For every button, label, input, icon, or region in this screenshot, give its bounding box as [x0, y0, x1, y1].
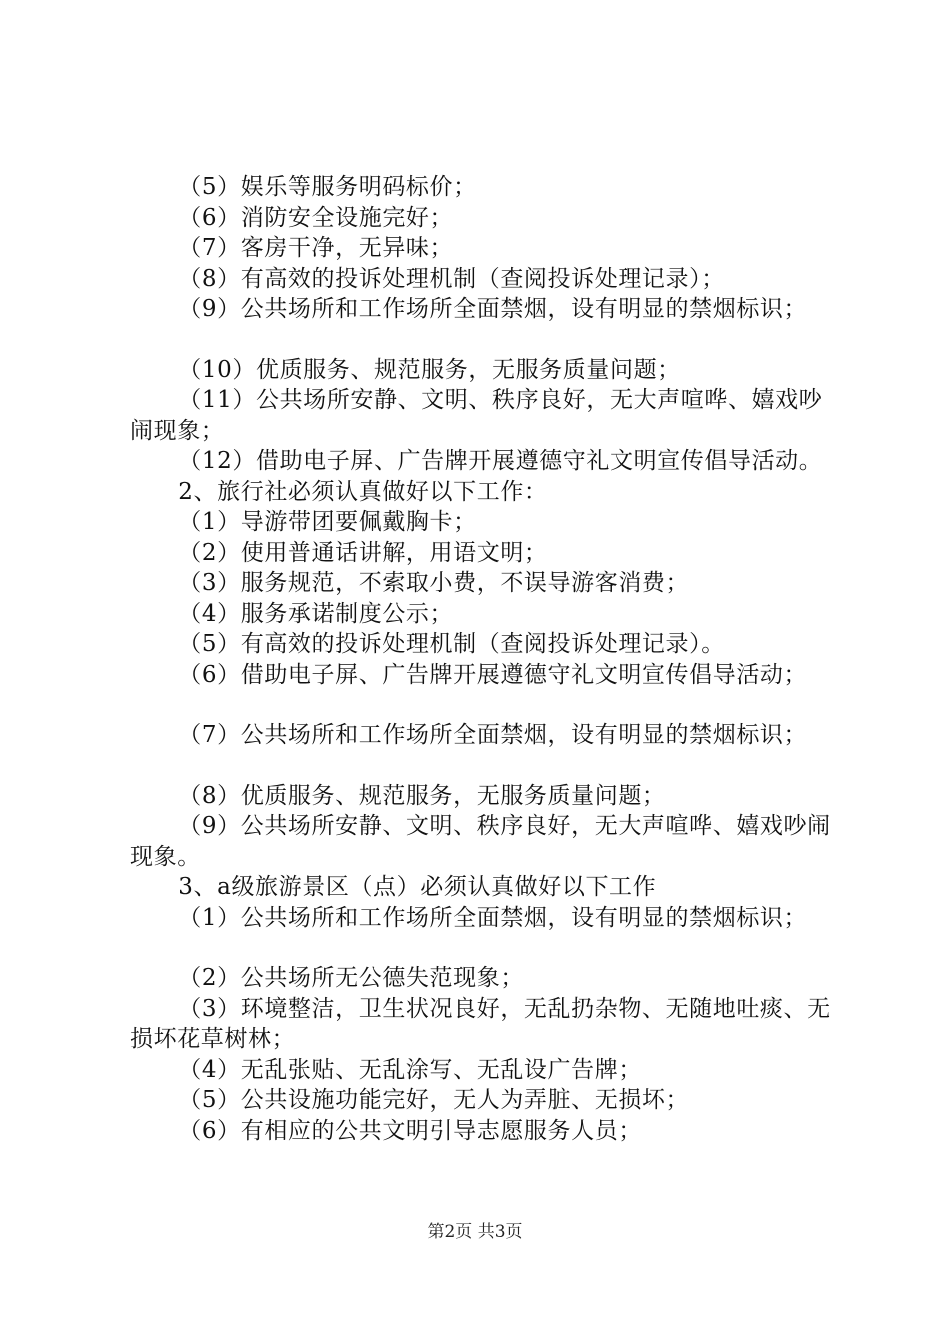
page-number-label: 第2页 共3页 — [427, 1222, 523, 1242]
paragraph-9: 2、旅行社必须认真做好以下工作： — [178, 478, 548, 505]
document-body — [130, 172, 835, 1146]
paragraph-10: （1）导游带团要佩戴胸卡； — [178, 509, 477, 535]
paragraph-15: （6）借助电子屏、广告牌开展遵德守礼文明宣传倡导活动； — [178, 661, 808, 688]
paragraph-24: （5）公共设施功能完好，无人为弄脏、无损坏； — [178, 1087, 690, 1113]
paragraph-13: （4）服务承诺制度公示； — [178, 600, 454, 627]
paragraph-14: （5）有高效的投诉处理机制（查阅投诉处理记录）。 — [178, 631, 725, 657]
paragraph-3: （7）客房干净，无异味； — [178, 235, 454, 261]
paragraph-18: （9）公共场所安静、文明、秩序良好，无大声喧哗、嬉戏吵闹现象。 — [130, 813, 831, 870]
paragraph-16: （7）公共场所和工作场所全面禁烟，设有明显的禁烟标识； — [178, 722, 808, 748]
paragraph-20: （1）公共场所和工作场所全面禁烟，设有明显的禁烟标识； — [178, 904, 808, 931]
paragraph-11: （2）使用普通话讲解，用语文明； — [178, 539, 548, 566]
paragraph-6: （10）优质服务、规范服务，无服务质量问题； — [178, 356, 681, 383]
paragraph-17: （8）优质服务、规范服务，无服务质量问题； — [178, 782, 666, 809]
paragraph-1: （5）娱乐等服务明码标价； — [178, 174, 477, 200]
paragraph-19: 3、a级旅游景区（点）必须认真做好以下工作 — [178, 874, 657, 900]
paragraph-12: （3）服务规范，不索取小费，不误导游客消费； — [178, 570, 690, 596]
paragraph-22: （3）环境整洁，卫生状况良好，无乱扔杂物、无随地吐痰、无损坏花草树林； — [130, 995, 831, 1052]
paragraph-21: （2）公共场所无公德失范现象； — [178, 965, 524, 991]
paragraph-7: （11）公共场所安静、文明、秩序良好，无大声喧哗、嬉戏吵闹现象； — [130, 387, 823, 444]
paragraph-2: （6）消防安全设施完好； — [178, 204, 454, 231]
paragraph-5: （9）公共场所和工作场所全面禁烟，设有明显的禁烟标识； — [178, 296, 808, 322]
page-footer — [0, 1217, 950, 1242]
paragraph-23: （4）无乱张贴、无乱涂写、无乱设广告牌； — [178, 1056, 642, 1083]
paragraph-8: （12）借助电子屏、广告牌开展遵德守礼文明宣传倡导活动。 — [178, 448, 823, 474]
paragraph-25: （6）有相应的公共文明引导志愿服务人员； — [178, 1117, 642, 1144]
paragraph-4: （8）有高效的投诉处理机制（查阅投诉处理记录）； — [178, 265, 725, 292]
